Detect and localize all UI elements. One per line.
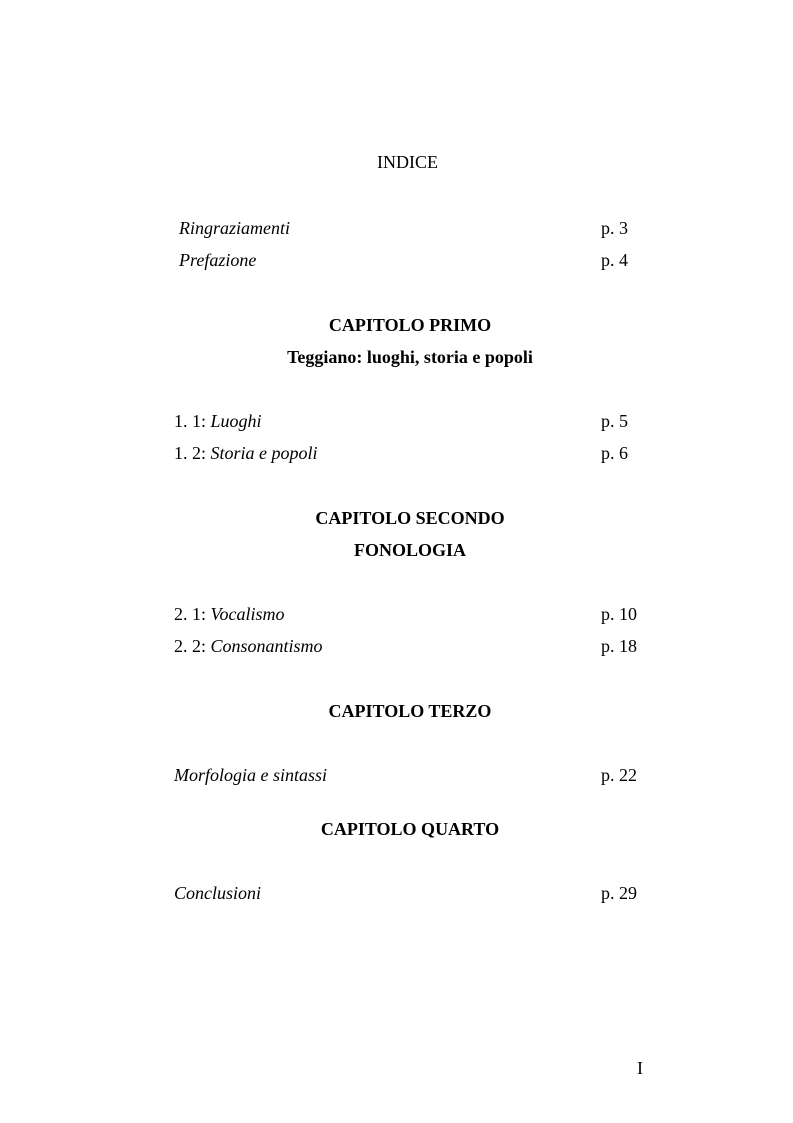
toc-entry-page: p. 22 (601, 765, 637, 785)
toc-entry-title: Prefazione (179, 250, 257, 270)
chapter-heading: CAPITOLO SECONDO (315, 508, 505, 528)
index-title: INDICE (377, 152, 438, 172)
toc-entry-title: Morfologia e sintassi (174, 765, 328, 785)
toc-entry-page: p. 29 (601, 883, 637, 903)
toc-entry-title: Conclusioni (174, 883, 262, 903)
toc-entry-title: Vocalismo (210, 604, 285, 624)
chapter-subtitle: Teggiano: luoghi, storia e popoli (287, 347, 533, 367)
toc-entry-number: 2. 2: (174, 636, 211, 656)
toc-entry-page: p. 6 (601, 443, 628, 463)
toc-entry-title: Consonantismo (210, 636, 323, 656)
chapter-heading: CAPITOLO QUARTO (320, 819, 500, 839)
toc-entry-title: Ringraziamenti (179, 218, 290, 238)
toc-entry-page: p. 5 (601, 411, 628, 431)
toc-entry-title: Storia e popoli (210, 443, 318, 463)
toc-entry (174, 637, 323, 655)
chapter-heading: CAPITOLO TERZO (328, 701, 492, 721)
toc-entry (174, 605, 285, 623)
toc-entry-page: p. 18 (601, 636, 637, 656)
toc-entry-page: p. 10 (601, 604, 637, 624)
toc-entry-number: 1. 2: (174, 443, 211, 463)
chapter-subtitle: FONOLOGIA (353, 540, 466, 560)
toc-entry (174, 412, 262, 430)
toc-entry-number: 2. 1: (174, 604, 211, 624)
page-number: I (637, 1058, 643, 1078)
toc-entry (174, 444, 318, 462)
toc-entry-page: p. 3 (601, 218, 628, 238)
toc-entry-page: p. 4 (601, 250, 628, 270)
toc-entry-title: Luoghi (210, 411, 262, 431)
chapter-heading: CAPITOLO PRIMO (328, 315, 492, 335)
toc-entry-number: 1. 1: (174, 411, 211, 431)
